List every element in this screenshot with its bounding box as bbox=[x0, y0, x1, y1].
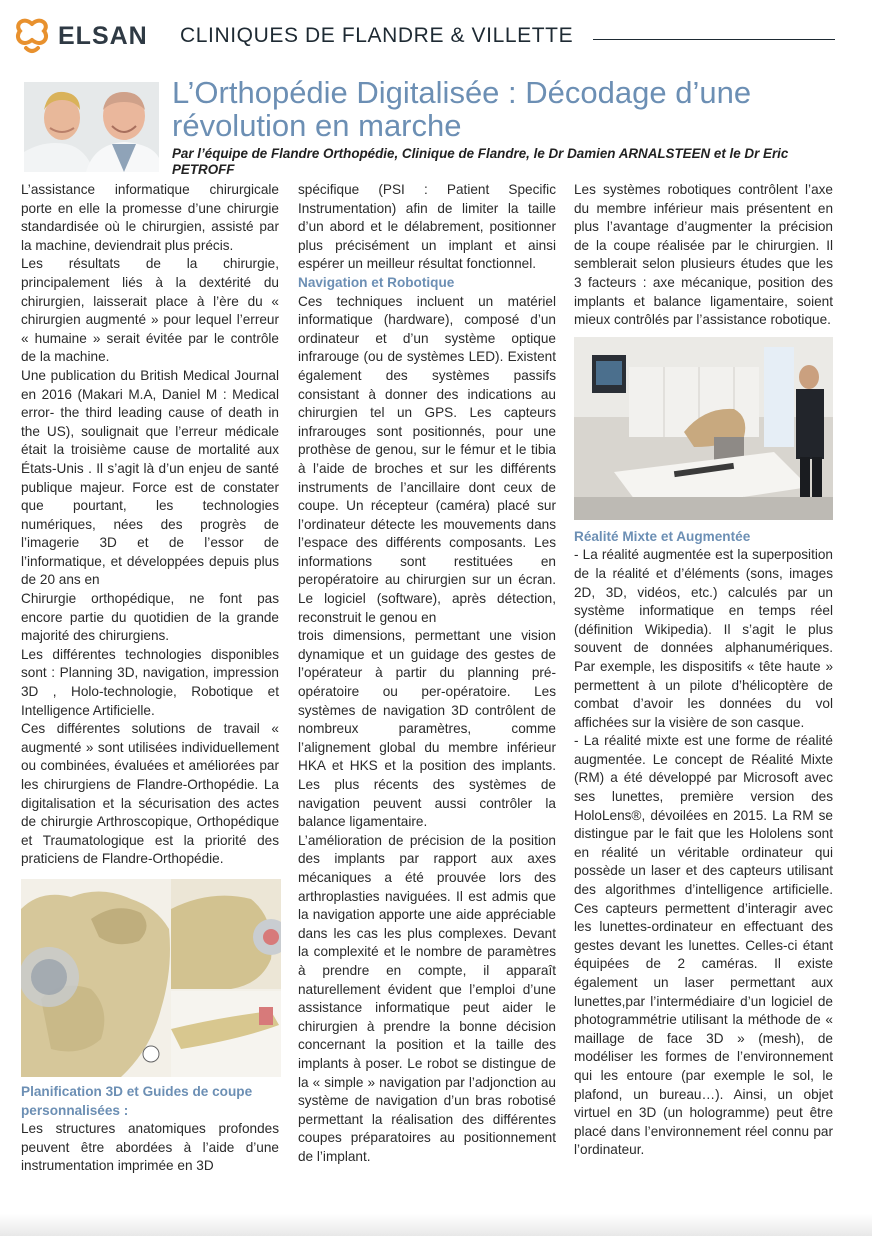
col3-heading-realite: Réalité Mixte et Augmentée bbox=[574, 528, 751, 544]
col1-paragraph-3: Une publication du British Medical Journal en 2016 (Makari M.A, Daniel M : Medical error- the third leading cause of death in the US), soulignait que l’erreur médicale était la troisième cause de mortalité aux États-Unis . Il s’agit là d’un enjeu de santé publique majeur. Force est de constater que pourtant, les technologies numériques, nées des progrès de l’imagerie 3D et de l’essor de l’informatique, et développées depuis plus de 20 ans en bbox=[21, 367, 279, 588]
col1-paragraph-1: L’assistance informatique chirurgicale porte en elle la promesse d’une chirurgie standardisée où le chirurgien, assisté par la machine, deviendrait plus précis. bbox=[21, 182, 279, 253]
col3-paragraph-2: - La réalité augmentée est la superposition de la réalité et d’éléments (sons, images 2D, 3D, vidéos, etc.) calculés par un système informatique en temps réel (définition Wikipedia). Il s’agit le plus souvent de données alphanumériques. Par exemple, les dispositifs « tête haute » permettent à un pilote d’hélicoptère de combat d’avoir les données du vol affichées sur la visière de son casque. bbox=[574, 547, 833, 730]
col3-paragraph-3: - La réalité mixte est une forme de réalité augmentée. Le concept de Réalité Mixte (RM) a été développé par Microsoft avec ses lunettes, première version des HoloLens®, dévoilées en 2015. La RM se distingue par le fait que les Hololens sont en réalité un véritable ordinateur qui possède un laser et des capteurs utilisant des algorithmes d’intelligence artificielle. Ces capteurs permettent d’interagir avec les lunettes-ordinateur en effectuant des gestes devant les lunettes. Celles-ci étant équipées de 2 caméras. Il existe également un laser permettant aux lunettes,par l’intermédiaire d’un logiciel de photogrammétrie utilisant la méthode de « maillage de face 3D » (mesh), de modéliser les formes de l’environnement qui les entoure (par exemple le sol, le plafond, un bureau…). Ainsi, un objet virtuel en 3D (un hologramme) peut être placé dans l’environnement réel connu par l’ordinateur. bbox=[574, 733, 833, 1158]
col1-paragraph-5: Les différentes technologies disponibles sont : Planning 3D, navigation, impression 3D , Holo-technologie, Robotique et Intelligence Artificielle. bbox=[21, 646, 279, 718]
col2-paragraph-4: L’amélioration de précision de la position des implants par rapport aux axes mécaniques a été prouvée lors des arthroplasties naviguées. Il est admis que la navigation apporte une aide appréciable dans les cas les plus complexes. Devant la complexité et le nombre de paramètres à prendre en compte, il apparaît naturellement évident que l’emploi d’une assistance informatique peut aider le chirurgien à prendre la bonne décision concernant la position et la taille des implants à poser. Le robot se distingue de la « simple » navigation par l’adjonction au système de navigation d’un bras robotisé permettant la réalisation des différentes coupes préparatoires au positionnement de l’implant. bbox=[298, 832, 556, 1164]
elsan-logo bbox=[12, 18, 148, 54]
page-header bbox=[0, 0, 872, 70]
column-2 bbox=[298, 181, 556, 1166]
col1-paragraph-7: Les structures anatomiques profondes peuvent être abordées à l’aide d’une instrumentation imprimée en 3D bbox=[21, 1121, 279, 1174]
col2-paragraph-1: spécifique (PSI : Patient Specific Instrumentation) afin de limiter la taille d’un abord et le délabrement, positionner plus précisément un implant et ainsi espérer un meilleur résultat fonctionnel. bbox=[298, 182, 556, 272]
header-rule bbox=[593, 39, 835, 40]
col1-paragraph-2: Les résultats de la chirurgie, principalement liés à la dextérité du chirurgien, laisserait place à l’ère du « chirurgien augmenté » pour lequel l’erreur « humaine » serait évitée par le contrôle de la machine. bbox=[21, 256, 279, 365]
authors-photo bbox=[24, 82, 159, 172]
logo-text: ELSAN bbox=[58, 21, 148, 50]
col1-heading-planification: Planification 3D et Guides de coupe personnalisées : bbox=[21, 1083, 253, 1118]
anatomy-3d-figure bbox=[21, 879, 281, 1077]
column-3 bbox=[574, 181, 833, 1160]
col2-heading-navigation: Navigation et Robotique bbox=[298, 274, 455, 290]
col2-paragraph-2: Ces techniques incluent un matériel informatique (hardware), composé d’un ordinateur et d’un système optique infrarouge (ou de systèmes LED). Existent également des systèmes passifs consistant à donner des indications au chirurgien tel un GPS. Les capteurs infrarouges sont positionnés, pour une prothèse de genou, sur le fémur et le tibia à l’aide de broches et sur les différents instruments de l’ancillaire dont ceux de coupe. Un récepteur (caméra) placé sur l’ordinateur détecte les mouvements dans l’espace des différents composants. Les informations sont restituées en peropératoire au chirurgien sur un écran. Le logiciel (software), après détection, reconstruit le genou en bbox=[298, 293, 556, 625]
bottom-fade bbox=[0, 1214, 872, 1236]
col3-paragraph-1: Les systèmes robotiques contrôlent l’axe du membre inférieur mais présentent en plus l’avantage d’augmenter la précision de la coupe réalisée par le chirurgien. Il semblerait selon plusieurs études que les 3 facteurs : axe mécanique, position des implants et balance ligamentaire, soient mieux contrôlés par l’assistance robotique. bbox=[574, 182, 833, 328]
article-title: L’Orthopédie Digitalisée : Décodage d’une révolution en marche bbox=[172, 75, 752, 143]
column-1 bbox=[21, 181, 279, 1176]
site-name: CLINIQUES DE FLANDRE & VILLETTE bbox=[180, 24, 574, 47]
elsan-logo-icon bbox=[12, 18, 52, 54]
col1-paragraph-6: Ces différentes solutions de travail « augmenté » sont utilisées individuellement ou combinées, évaluées et améliorées par les chirurgiens de Flandre-Orthopédie. La digitalisation et la sécurisation des actes de chirurgie Arthroscopique, Orthopédique et Traumatologique est la priorité des praticiens de Flandre-Orthopédie. bbox=[21, 721, 279, 867]
robotic-lab-photo bbox=[574, 337, 833, 520]
col1-paragraph-4: Chirurgie orthopédique, ne font pas encore partie du quotidien de la grande majorité des chirurgiens. bbox=[21, 591, 279, 644]
article-byline: Par l’équipe de Flandre Orthopédie, Clinique de Flandre, le Dr Damien ARNALSTEEN et le Dr Eric PETROFF bbox=[172, 146, 789, 177]
col2-paragraph-3: trois dimensions, permettant une vision dynamique et un guidage des gestes de l’opérateur à partir du planning pré-opératoire ou per-opératoire. Les systèmes de navigation 3D contrôlent de nombreux paramètres, comme l’alignement global du membre inférieur HKA et HKS et la position des implants. Les plus récents des systèmes de navigation peuvent aussi contrôler la balance ligamentaire. bbox=[298, 628, 556, 830]
